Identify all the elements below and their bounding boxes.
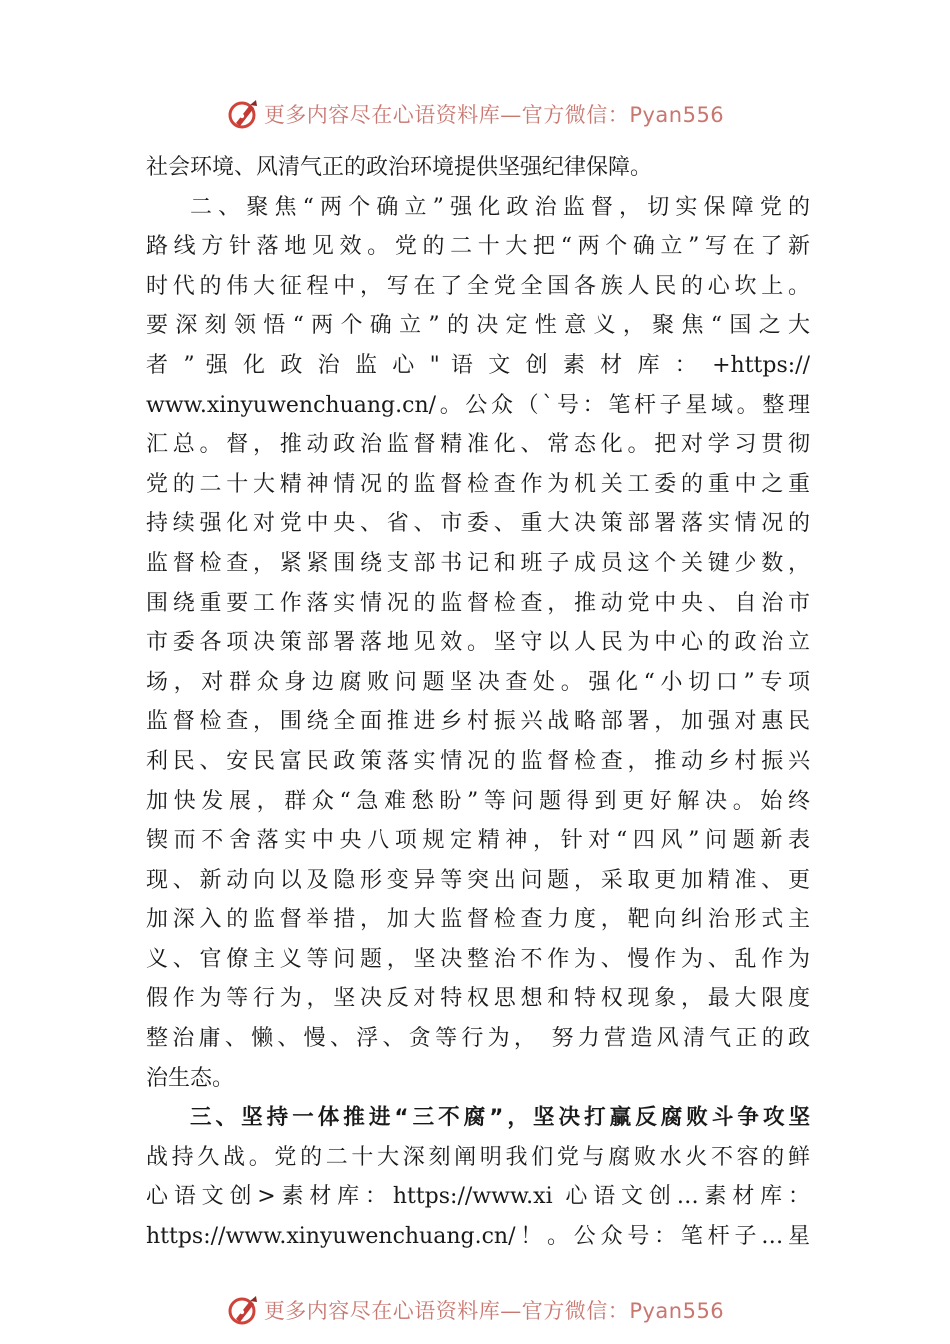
- text-line: 路线方针落地见效。党的二十大把“两个确立”写在了新: [146, 234, 810, 260]
- text-line: 持续强化对党中央、省、市委、重大决策部署落实情况的: [146, 511, 810, 537]
- pen-nib-logo-icon: [226, 97, 260, 131]
- text-line: 监督检查，紧紧围绕支部书记和班子成员这个关键少数，: [146, 550, 810, 576]
- watermark-handle: Pyan556: [629, 103, 725, 127]
- text-line: 心语文创>素材库：https://www.xi 心语文创…素材库：: [146, 1184, 810, 1210]
- section-heading-two: 二、聚焦“两个确立”强化政治监督，切实保障党的: [190, 194, 810, 220]
- text-line: 监督检查，围绕全面推进乡村振兴战略部署，加强对惠民: [146, 709, 810, 735]
- text-line: 义、官僚主义等问题，坚决整治不作为、慢作为、乱作为: [146, 946, 810, 972]
- text-line: 党的二十大精神情况的监督检查作为机关工委的重中之重: [146, 471, 810, 497]
- text-line: 要深刻领悟“两个确立”的决定性意义，聚焦“国之大: [146, 313, 810, 339]
- text-line: 现、新动向以及隐形变异等突出问题，采取更加精准、更: [146, 867, 810, 893]
- watermark-footer: [0, 1290, 950, 1330]
- text-line: 者 ” 强 化 政 治 监 心 " 语 文 创 素 材 库 ： +https://: [146, 352, 810, 378]
- text-line: 锲而不舍落实中央八项规定精神，针对“四风”问题新表: [146, 828, 810, 854]
- text-line: 时代的伟大征程中，写在了全党全国各族人民的心坎上。: [146, 273, 810, 299]
- text-line: 整治庸、懒、慢、浮、贪等行为， 努力营造风清气正的政: [146, 1026, 810, 1052]
- text-line: 围绕重要工作落实情况的监督检查，推动党中央、自治市: [146, 590, 810, 616]
- text-line: 场，对群众身边腐败问题坚决查处。强化“小切口”专项: [146, 669, 810, 695]
- text-line: 市委各项决策部署落地见效。坚守以人民为中心的政治立: [146, 630, 810, 656]
- text-line: 加深入的监督举措，加大监督检查力度，靶向纠治形式主: [146, 907, 810, 933]
- text-line: 战持久战。党的二十大深刻阐明我们党与腐败水火不容的鲜: [146, 1144, 810, 1170]
- text-line: 假作为等行为，坚决反对特权思想和特权现象，最大限度: [146, 986, 810, 1012]
- text-line: 汇总。督，推动政治监督精准化、常态化。把对学习贯彻: [146, 432, 810, 458]
- document-body: [146, 148, 810, 1257]
- watermark-text: 更多内容尽在心语资料库—官方微信：Pyan556: [263, 1299, 725, 1323]
- text-line: www.xinyuwenchuang.cn/。公众（`号：笔杆子星域。整理: [146, 392, 810, 418]
- text-line: 加快发展，群众“急难愁盼”等问题得到更好解决。始终: [146, 788, 810, 814]
- section-heading-three: 三、坚持一体推进“三不腐”，坚决打赢反腐败斗争攻坚: [190, 1105, 810, 1131]
- watermark-handle: Pyan556: [629, 1299, 725, 1323]
- text-line: 社会环境、风清气正的政治环境提供坚强纪律保障。: [146, 155, 653, 180]
- text-line: 利民、安民富民政策落实情况的监督检查，推动乡村振兴: [146, 748, 810, 774]
- text-line: https://www.xinyuwenchuang.cn/！。公众号：笔杆子…星: [146, 1224, 810, 1250]
- text-line: 治生态。: [146, 1065, 235, 1091]
- watermark-header: [0, 94, 950, 134]
- watermark-text: 更多内容尽在心语资料库—官方微信：Pyan556: [263, 103, 725, 127]
- pen-nib-logo-icon: [226, 1293, 260, 1327]
